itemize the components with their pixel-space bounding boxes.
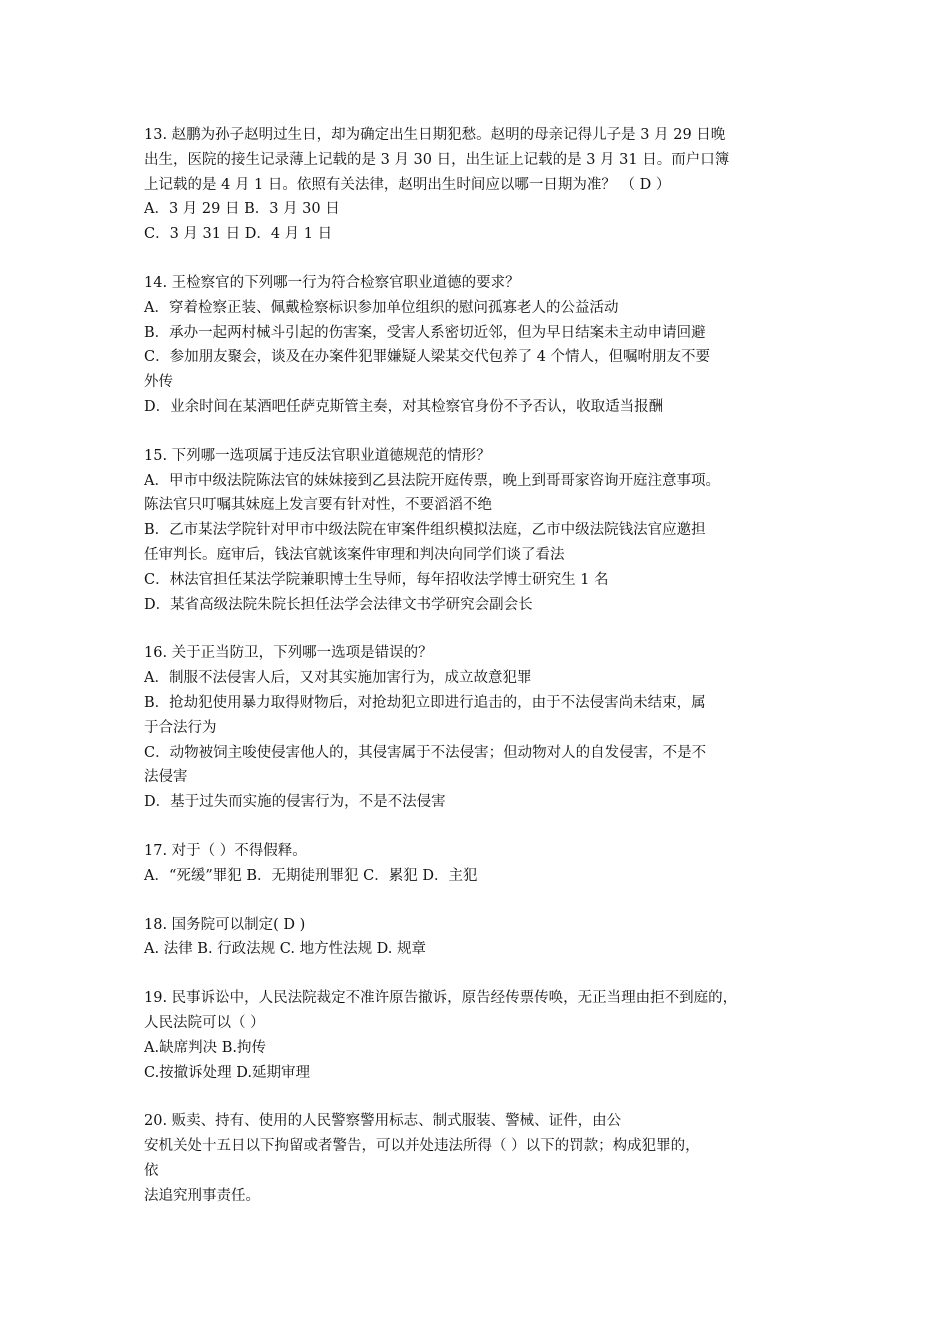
question-text: 15. 下列哪一选项属于违反法官职业道德规范的情形？	[144, 447, 491, 464]
answer-option: C．林法官担任某法学院兼职博士生导师，每年招收法学博士研究生 1 名	[144, 571, 609, 588]
answer-options: A．3 月 29 日 B．3 月 30 日	[144, 201, 340, 218]
answer-option: A．制服不法侵害人后，又对其实施加害行为，成立故意犯罪	[144, 670, 532, 687]
answer-options: A. 法律 B. 行政法规 C. 地方性法规 D. 规章	[144, 941, 427, 958]
question-list	[144, 123, 834, 1232]
answer-option: D．业余时间在某酒吧任萨克斯管主奏，对其检察官身份不予否认，收取适当报酬	[144, 398, 664, 415]
answer-option: 任审判长。庭审后，钱法官就该案件审理和判决向同学们谈了看法	[144, 546, 565, 563]
answer-option: D．某省高级法院朱院长担任法学会法律文书学研究会副会长	[144, 596, 533, 613]
answer-option: B．承办一起两村械斗引起的伤害案，受害人系密切近邻，但为早日结案未主动申请回避	[144, 324, 706, 341]
answer-options: C.按撤诉处理 D.延期审理	[144, 1064, 311, 1081]
question-text: 18. 国务院可以制定( D )	[144, 916, 306, 933]
answer-option: B．抢劫犯使用暴力取得财物后，对抢劫犯立即进行追击的，由于不法侵害尚未结束，属	[144, 694, 706, 711]
answer-option: D．基于过失而实施的侵害行为，不是不法侵害	[144, 794, 446, 811]
answer-option: 法侵害	[144, 769, 188, 786]
question-text: 20. 贩卖、持有、使用的人民警察警用标志、制式服装、警械、证件，由公	[144, 1113, 622, 1130]
question-text: 13. 赵鹏为孙子赵明过生日，却为确定出生日期犯愁。赵明的母亲记得儿子是 3 月 29 日晚	[144, 127, 726, 143]
answer-option: A．甲市中级法院陈法官的妹妹接到乙县法院开庭传票，晚上到哥哥家咨询开庭注意事项。	[144, 472, 720, 489]
question-20	[144, 1109, 834, 1208]
question-text: 14. 王检察官的下列哪一行为符合检察官职业道德的要求？	[144, 274, 520, 291]
question-19	[144, 986, 834, 1085]
question-text: 安机关处十五日以下拘留或者警告，可以并处违法所得（ ）以下的罚款；构成犯罪的，	[144, 1138, 700, 1155]
answer-options: C．3 月 31 日 D．4 月 1 日	[144, 226, 333, 243]
question-text: 法追究刑事责任。	[144, 1187, 260, 1204]
answer-option: A．穿着检察正装、佩戴检察标识参加单位组织的慰问孤寡老人的公益活动	[144, 299, 619, 316]
question-text: 19. 民事诉讼中，人民法院裁定不准许原告撤诉，原告经传票传唤，无正当理由拒不到庭的，	[144, 990, 738, 1007]
question-13	[144, 123, 834, 247]
question-17	[144, 839, 834, 889]
question-text: 16. 关于正当防卫，下列哪一选项是错误的？	[144, 645, 433, 662]
question-text: 出生，医院的接生记录薄上记载的是 3 月 30 日，出生证上记载的是 3 月 31 日。而户口簿	[144, 151, 730, 168]
question-15	[144, 444, 834, 618]
question-text: 依	[144, 1162, 159, 1179]
question-16	[144, 641, 834, 815]
question-14	[144, 271, 834, 420]
question-text: 17. 对于（ ）不得假释。	[144, 842, 307, 859]
answer-options: A.缺席判决 B.拘传	[144, 1039, 266, 1056]
answer-option: 于合法行为	[144, 719, 217, 736]
answer-option: B．乙市某法学院针对甲市中级法院在审案件组织模拟法庭，乙市中级法院钱法官应邀担	[144, 522, 706, 539]
question-text: 人民法院可以（ ）	[144, 1014, 265, 1031]
answer-option: C．参加朋友聚会，谈及在办案件犯罪嫌疑人梁某交代包养了 4 个情人，但嘱咐朋友不要	[144, 349, 711, 366]
answer-options: A．“死缓”罪犯 B．无期徒刑罪犯 C．累犯 D．主犯	[144, 867, 478, 884]
answer-option: C．动物被饲主唆使侵害他人的，其侵害属于不法侵害；但动物对人的自发侵害，不是不	[144, 744, 707, 761]
question-18	[144, 913, 834, 963]
answer-option: 陈法官只叮嘱其妹庭上发言要有针对性，不要滔滔不绝	[144, 497, 492, 514]
answer-option: 外传	[144, 374, 173, 391]
question-text: 上记载的是 4 月 1 日。依照有关法律，赵明出生时间应以哪一日期为准？ （ D ）	[144, 176, 671, 193]
